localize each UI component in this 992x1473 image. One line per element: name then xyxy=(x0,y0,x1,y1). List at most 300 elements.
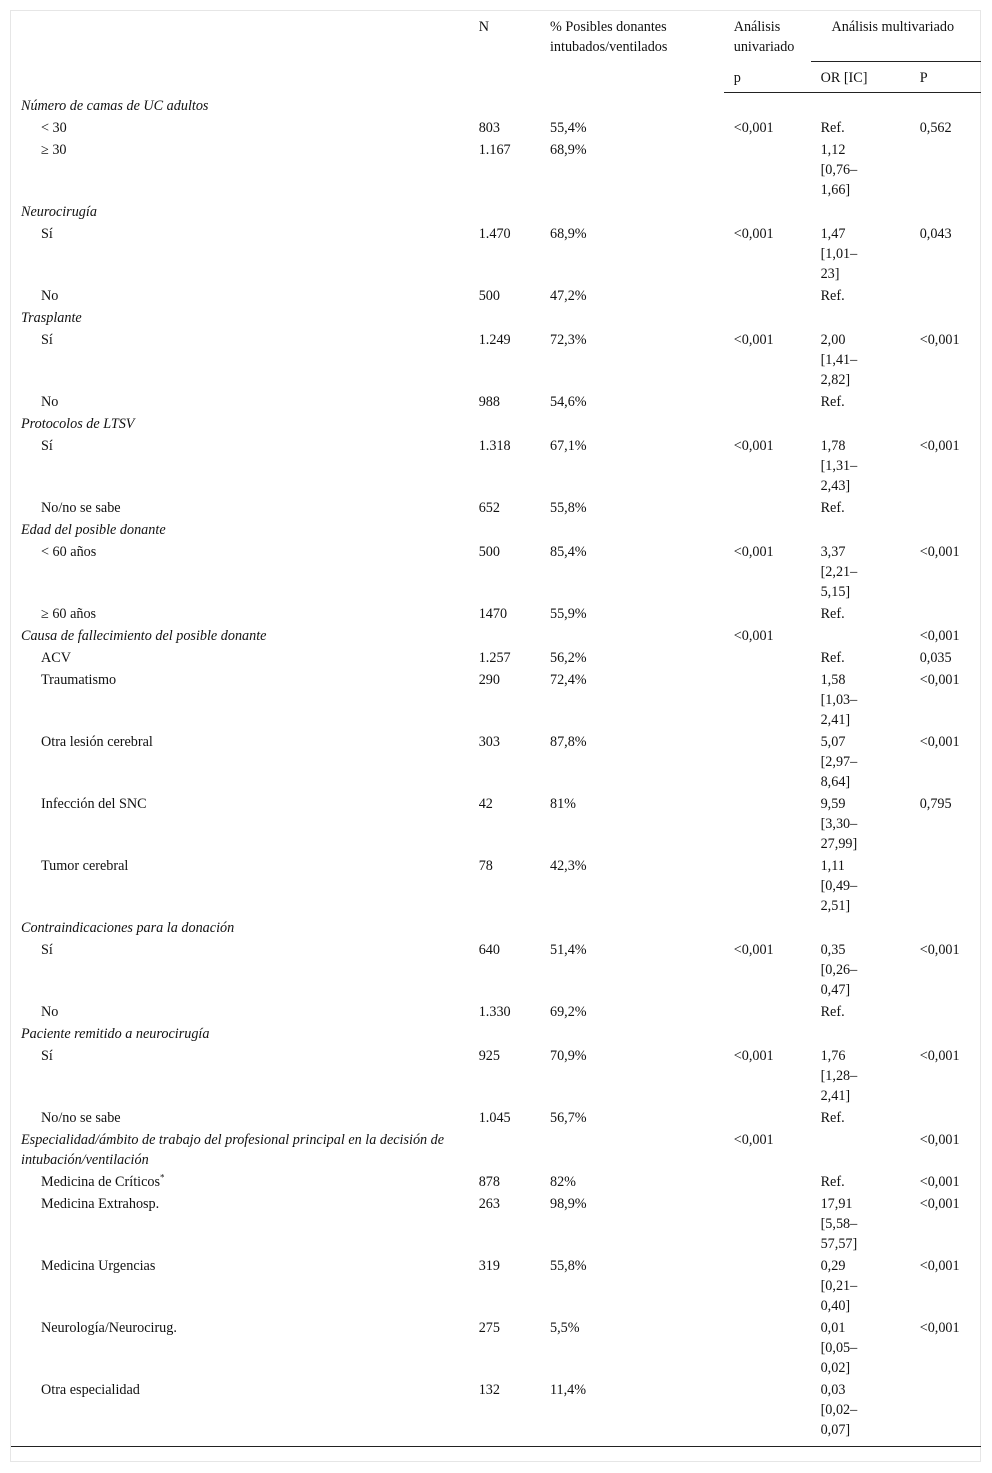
cell-univ-p xyxy=(724,855,811,917)
or-line: 9,59 xyxy=(820,795,846,812)
table-row xyxy=(11,669,981,731)
cell-p2: 0,562 xyxy=(919,119,952,136)
cell-univ-p xyxy=(724,1001,811,1023)
cell-or xyxy=(811,329,910,391)
table-row xyxy=(11,1255,981,1317)
cell-p2 xyxy=(910,1107,981,1129)
cell-p2 xyxy=(910,285,981,307)
cell-univ-p xyxy=(724,1317,811,1379)
row-label xyxy=(11,497,469,519)
cell-pct xyxy=(540,201,724,223)
row-label xyxy=(11,731,469,793)
section-label: Causa de fallecimiento del posible donante xyxy=(21,627,267,644)
cell-or xyxy=(811,855,910,917)
cell-or xyxy=(811,435,910,497)
cell-univ-p xyxy=(724,1193,811,1255)
cell-or xyxy=(811,1171,910,1193)
or-line: 2,43] xyxy=(820,477,851,494)
cell-p2: <0,001 xyxy=(919,733,960,750)
cell-p2 xyxy=(910,855,981,917)
cell-n: 290 xyxy=(478,671,500,688)
cell-p2 xyxy=(910,391,981,413)
cell-or xyxy=(811,647,910,669)
cell-univ-p: <0,001 xyxy=(733,627,774,644)
cell-univ-p xyxy=(724,497,811,519)
cell-or xyxy=(811,939,910,1001)
cell-pct: 54,6% xyxy=(549,393,587,410)
section-row xyxy=(11,917,981,939)
cell-n: 925 xyxy=(478,1047,500,1064)
cell-univ-p xyxy=(724,669,811,731)
cell-or xyxy=(811,519,910,541)
cell-or xyxy=(811,1255,910,1317)
table-row xyxy=(11,117,981,139)
cell-p2: 0,795 xyxy=(919,795,952,812)
cell-n xyxy=(469,93,540,117)
or-line: 2,51] xyxy=(820,897,851,914)
row-label-text: Otra especialidad xyxy=(41,1381,140,1398)
cell-n: 878 xyxy=(478,1173,500,1190)
row-label xyxy=(11,1255,469,1317)
table-row xyxy=(11,1045,981,1107)
table-header xyxy=(11,11,981,93)
or-line: 0,07] xyxy=(820,1421,851,1438)
table-row xyxy=(11,855,981,917)
cell-pct: 69,2% xyxy=(549,1003,587,1020)
cell-n: 1470 xyxy=(478,605,508,622)
cell-n: 652 xyxy=(478,499,500,516)
or-line: [0,76– xyxy=(820,161,858,178)
cell-n: 1.045 xyxy=(478,1109,511,1126)
cell-p2 xyxy=(910,603,981,625)
row-label xyxy=(11,1107,469,1129)
row-label-text: Medicina Urgencias xyxy=(41,1257,156,1274)
cell-p2 xyxy=(910,413,981,435)
row-label-text: ≥ 30 xyxy=(41,141,67,158)
or-line: 3,37 xyxy=(820,543,846,560)
section-label: Número de camas de UC adultos xyxy=(21,97,209,114)
section-row xyxy=(11,201,981,223)
or-line: 0,35 xyxy=(820,941,846,958)
cell-n: 1.249 xyxy=(478,331,511,348)
or-line: Ref. xyxy=(820,605,845,622)
cell-p2: <0,001 xyxy=(919,331,960,348)
or-line: 27,99] xyxy=(820,835,858,852)
row-label xyxy=(11,647,469,669)
cell-pct xyxy=(540,93,724,117)
table-row xyxy=(11,435,981,497)
or-line: 2,82] xyxy=(820,371,851,388)
row-label-text: Medicina Extrahosp. xyxy=(41,1195,160,1212)
section-row xyxy=(11,1023,981,1045)
section-row xyxy=(11,413,981,435)
cell-p2: 0,035 xyxy=(919,649,952,666)
cell-p2: <0,001 xyxy=(919,1195,960,1212)
or-line: 0,02] xyxy=(820,1359,851,1376)
header-or: OR [IC] xyxy=(811,62,910,93)
section-row xyxy=(11,93,981,117)
cell-pct: 70,9% xyxy=(549,1047,587,1064)
footnote-mark: * xyxy=(160,1171,165,1182)
section-label: Paciente remitido a neurocirugía xyxy=(21,1025,210,1042)
header-p: p xyxy=(724,62,811,93)
row-label-text: Sí xyxy=(41,225,53,242)
cell-pct: 55,8% xyxy=(549,499,587,516)
cell-or xyxy=(811,139,910,201)
section-row xyxy=(11,625,981,647)
row-label-text: Neurología/Neurocirug. xyxy=(41,1319,177,1336)
table-row xyxy=(11,1317,981,1379)
row-label xyxy=(11,223,469,285)
or-line: 2,00 xyxy=(820,331,846,348)
or-line: 1,58 xyxy=(820,671,846,688)
or-line: Ref. xyxy=(820,1003,845,1020)
table-row xyxy=(11,1001,981,1023)
cell-univ-p xyxy=(724,93,811,117)
cell-univ-p xyxy=(724,603,811,625)
or-line: Ref. xyxy=(820,287,845,304)
or-line: [0,21– xyxy=(820,1277,858,1294)
cell-or xyxy=(811,285,910,307)
row-label-text: Otra lesión cerebral xyxy=(41,733,153,750)
table-row xyxy=(11,285,981,307)
section-row xyxy=(11,307,981,329)
cell-pct: 68,9% xyxy=(549,141,587,158)
row-label xyxy=(11,139,469,201)
table-row xyxy=(11,1107,981,1129)
cell-or xyxy=(811,1379,910,1447)
row-label-text: No/no se sabe xyxy=(41,1109,121,1126)
cell-p2 xyxy=(910,1023,981,1045)
cell-or xyxy=(811,413,910,435)
cell-univ-p xyxy=(724,1023,811,1045)
header-blank xyxy=(11,11,469,93)
table-body xyxy=(11,93,981,1447)
or-line: [1,03– xyxy=(820,691,858,708)
cell-p2: <0,001 xyxy=(919,1047,960,1064)
table-row xyxy=(11,647,981,669)
or-line: [1,01– xyxy=(820,245,858,262)
cell-p2: <0,001 xyxy=(919,1257,960,1274)
or-line: [0,49– xyxy=(820,877,858,894)
cell-or xyxy=(811,1129,910,1171)
or-line: [1,41– xyxy=(820,351,858,368)
cell-n: 132 xyxy=(469,1379,540,1447)
or-line: 5,07 xyxy=(820,733,846,750)
cell-pct: 42,3% xyxy=(549,857,587,874)
row-label xyxy=(11,1001,469,1023)
or-line: [3,30– xyxy=(820,815,858,832)
table-row xyxy=(11,1379,981,1447)
cell-pct: 47,2% xyxy=(549,287,587,304)
cell-univ-p: <0,001 xyxy=(733,543,774,560)
cell-or xyxy=(811,669,910,731)
row-label-text: < 60 años xyxy=(41,543,97,560)
cell-or xyxy=(811,1193,910,1255)
or-line: 0,47] xyxy=(820,981,851,998)
cell-n xyxy=(469,625,540,647)
cell-pct: 72,4% xyxy=(549,671,587,688)
row-label-text: No/no se sabe xyxy=(41,499,121,516)
or-line: 1,12 xyxy=(820,141,846,158)
section-label: Contraindicaciones para la donación xyxy=(21,919,235,936)
cell-n: 78 xyxy=(478,857,493,874)
cell-n: 500 xyxy=(478,543,500,560)
section-label: Especialidad/ámbito de trabajo del profesional principal en la decisión de intubación/ventilación xyxy=(21,1131,445,1168)
table-row xyxy=(11,329,981,391)
or-line: 23] xyxy=(820,265,840,282)
cell-p2: <0,001 xyxy=(919,1173,960,1190)
row-label-text: Medicina de Críticos xyxy=(41,1173,160,1190)
table-row xyxy=(11,541,981,603)
or-line: [0,05– xyxy=(820,1339,858,1356)
cell-p2: <0,001 xyxy=(919,627,960,644)
table-row xyxy=(11,497,981,519)
cell-pct: 67,1% xyxy=(549,437,587,454)
or-line: 2,41] xyxy=(820,1087,851,1104)
cell-univ-p xyxy=(724,1255,811,1317)
cell-pct xyxy=(540,1129,724,1171)
cell-univ-p xyxy=(724,307,811,329)
cell-n: 1.470 xyxy=(478,225,511,242)
cell-n: 1.167 xyxy=(478,141,511,158)
cell-or xyxy=(811,1045,910,1107)
cell-n xyxy=(469,1129,540,1171)
or-line: [2,21– xyxy=(820,563,858,580)
cell-univ-p: <0,001 xyxy=(733,225,774,242)
or-line: 1,76 xyxy=(820,1047,846,1064)
or-line: [0,26– xyxy=(820,961,858,978)
cell-univ-p xyxy=(724,731,811,793)
row-label-text: Sí xyxy=(41,941,53,958)
cell-pct: 55,4% xyxy=(549,119,587,136)
cell-pct: 85,4% xyxy=(549,543,587,560)
row-label xyxy=(11,669,469,731)
section-label: Edad del posible donante xyxy=(21,521,166,538)
header-p2: P xyxy=(910,62,981,93)
cell-pct: 98,9% xyxy=(549,1195,587,1212)
cell-pct: 82% xyxy=(549,1173,576,1190)
cell-or xyxy=(811,201,910,223)
cell-univ-p xyxy=(724,519,811,541)
cell-or xyxy=(811,391,910,413)
row-label xyxy=(11,939,469,1001)
header-univariado: Análisis univariado xyxy=(733,19,795,55)
or-line: Ref. xyxy=(820,1173,845,1190)
or-line: 2,41] xyxy=(820,711,851,728)
header-pct: % Posibles donantes intubados/ventilados xyxy=(549,19,668,55)
cell-pct xyxy=(540,917,724,939)
cell-pct: 55,9% xyxy=(549,605,587,622)
cell-p2: <0,001 xyxy=(919,437,960,454)
row-label xyxy=(11,1317,469,1379)
or-line: Ref. xyxy=(820,649,845,666)
row-label-text: Sí xyxy=(41,437,53,454)
cell-pct: 87,8% xyxy=(549,733,587,750)
cell-pct: 68,9% xyxy=(549,225,587,242)
row-label-text: < 30 xyxy=(41,119,67,136)
section-label: Protocolos de LTSV xyxy=(21,415,135,432)
or-line: Ref. xyxy=(820,393,845,410)
cell-n: 1.318 xyxy=(478,437,511,454)
or-line: 1,47 xyxy=(820,225,846,242)
or-line: Ref. xyxy=(820,499,845,516)
row-label-text: No xyxy=(41,287,59,304)
cell-pct xyxy=(540,625,724,647)
cell-p2 xyxy=(910,93,981,117)
row-label xyxy=(11,603,469,625)
row-label-text: Tumor cerebral xyxy=(41,857,129,874)
or-line: [2,97– xyxy=(820,753,858,770)
row-label-text: ACV xyxy=(41,649,71,666)
cell-pct: 51,4% xyxy=(549,941,587,958)
cell-p2 xyxy=(910,139,981,201)
cell-n: 42 xyxy=(478,795,493,812)
table-row xyxy=(11,939,981,1001)
cell-or xyxy=(811,917,910,939)
cell-p2 xyxy=(910,201,981,223)
cell-p2: <0,001 xyxy=(919,1319,960,1336)
cell-p2: 0,043 xyxy=(919,225,952,242)
row-label xyxy=(11,1171,469,1193)
header-n: N xyxy=(478,19,489,35)
cell-or xyxy=(811,117,910,139)
cell-or xyxy=(811,625,910,647)
cell-p2 xyxy=(910,497,981,519)
table-row xyxy=(11,391,981,413)
cell-univ-p xyxy=(724,139,811,201)
cell-pct xyxy=(540,1023,724,1045)
cell-p2: <0,001 xyxy=(919,671,960,688)
or-line: 0,29 xyxy=(820,1257,846,1274)
row-label-text: Traumatismo xyxy=(41,671,117,688)
row-label-text: No xyxy=(41,393,59,410)
row-label xyxy=(11,391,469,413)
cell-n: 803 xyxy=(478,119,500,136)
or-line: [5,58– xyxy=(820,1215,858,1232)
section-label: Neurocirugía xyxy=(21,203,97,220)
or-line: 0,40] xyxy=(820,1297,851,1314)
or-line: [1,31– xyxy=(820,457,858,474)
section-row xyxy=(11,519,981,541)
or-line: 1,78 xyxy=(820,437,846,454)
row-label-text: Sí xyxy=(41,331,53,348)
cell-n: 319 xyxy=(478,1257,500,1274)
cell-or xyxy=(811,793,910,855)
section-label: Trasplante xyxy=(21,309,82,326)
row-label xyxy=(11,285,469,307)
or-line: 57,57] xyxy=(820,1235,858,1252)
cell-n: 263 xyxy=(478,1195,500,1212)
row-label xyxy=(11,793,469,855)
cell-n xyxy=(469,413,540,435)
or-line: 0,03 xyxy=(820,1381,846,1398)
table-row xyxy=(11,603,981,625)
cell-univ-p xyxy=(724,1379,811,1447)
cell-n: 1.330 xyxy=(478,1003,511,1020)
cell-pct: 5,5% xyxy=(549,1319,580,1336)
cell-p2 xyxy=(910,1001,981,1023)
cell-p2 xyxy=(910,1379,981,1447)
cell-or xyxy=(811,307,910,329)
row-label xyxy=(11,1379,469,1447)
or-line: 0,01 xyxy=(820,1319,846,1336)
or-line: 1,11 xyxy=(820,857,845,874)
cell-univ-p xyxy=(724,1107,811,1129)
table-row xyxy=(11,139,981,201)
or-line: 8,64] xyxy=(820,773,851,790)
cell-univ-p xyxy=(724,647,811,669)
row-label xyxy=(11,1045,469,1107)
cell-n xyxy=(469,519,540,541)
row-label-text: Sí xyxy=(41,1047,53,1064)
row-label xyxy=(11,435,469,497)
row-label-text: ≥ 60 años xyxy=(41,605,97,622)
cell-univ-p xyxy=(724,413,811,435)
table-row xyxy=(11,1171,981,1193)
cell-pct xyxy=(540,413,724,435)
cell-univ-p xyxy=(724,917,811,939)
cell-pct: 11,4% xyxy=(540,1379,724,1447)
cell-n: 988 xyxy=(478,393,500,410)
table-row xyxy=(11,1193,981,1255)
or-line: [0,02– xyxy=(820,1401,858,1418)
table-row xyxy=(11,223,981,285)
cell-p2 xyxy=(910,917,981,939)
or-line: Ref. xyxy=(820,119,845,136)
cell-n: 500 xyxy=(478,287,500,304)
row-label xyxy=(11,541,469,603)
cell-or xyxy=(811,541,910,603)
cell-univ-p xyxy=(724,201,811,223)
cell-or xyxy=(811,731,910,793)
cell-univ-p: <0,001 xyxy=(733,941,774,958)
cell-pct: 81% xyxy=(549,795,576,812)
cell-or xyxy=(811,1107,910,1129)
cell-n xyxy=(469,201,540,223)
cell-univ-p: <0,001 xyxy=(733,331,774,348)
cell-univ-p: <0,001 xyxy=(733,1047,774,1064)
cell-or xyxy=(811,93,910,117)
cell-univ-p: <0,001 xyxy=(733,1131,774,1148)
cell-univ-p xyxy=(724,793,811,855)
cell-p2 xyxy=(910,519,981,541)
cell-or xyxy=(811,1317,910,1379)
cell-n: 303 xyxy=(478,733,500,750)
row-label xyxy=(11,117,469,139)
cell-p2: <0,001 xyxy=(919,941,960,958)
or-line: 17,91 xyxy=(820,1195,853,1212)
cell-p2: <0,001 xyxy=(919,543,960,560)
row-label xyxy=(11,855,469,917)
cell-univ-p: <0,001 xyxy=(733,119,774,136)
table-row xyxy=(11,731,981,793)
cell-n xyxy=(469,917,540,939)
cell-univ-p xyxy=(724,391,811,413)
or-line: Ref. xyxy=(820,1109,845,1126)
row-label xyxy=(11,329,469,391)
cell-pct: 56,7% xyxy=(549,1109,587,1126)
cell-n: 1.257 xyxy=(478,649,511,666)
cell-univ-p xyxy=(724,285,811,307)
row-label-text: No xyxy=(41,1003,59,1020)
cell-p2 xyxy=(910,307,981,329)
cell-or xyxy=(811,603,910,625)
cell-pct xyxy=(540,519,724,541)
or-line: [1,28– xyxy=(820,1067,858,1084)
or-line: 5,15] xyxy=(820,583,851,600)
cell-n xyxy=(469,307,540,329)
